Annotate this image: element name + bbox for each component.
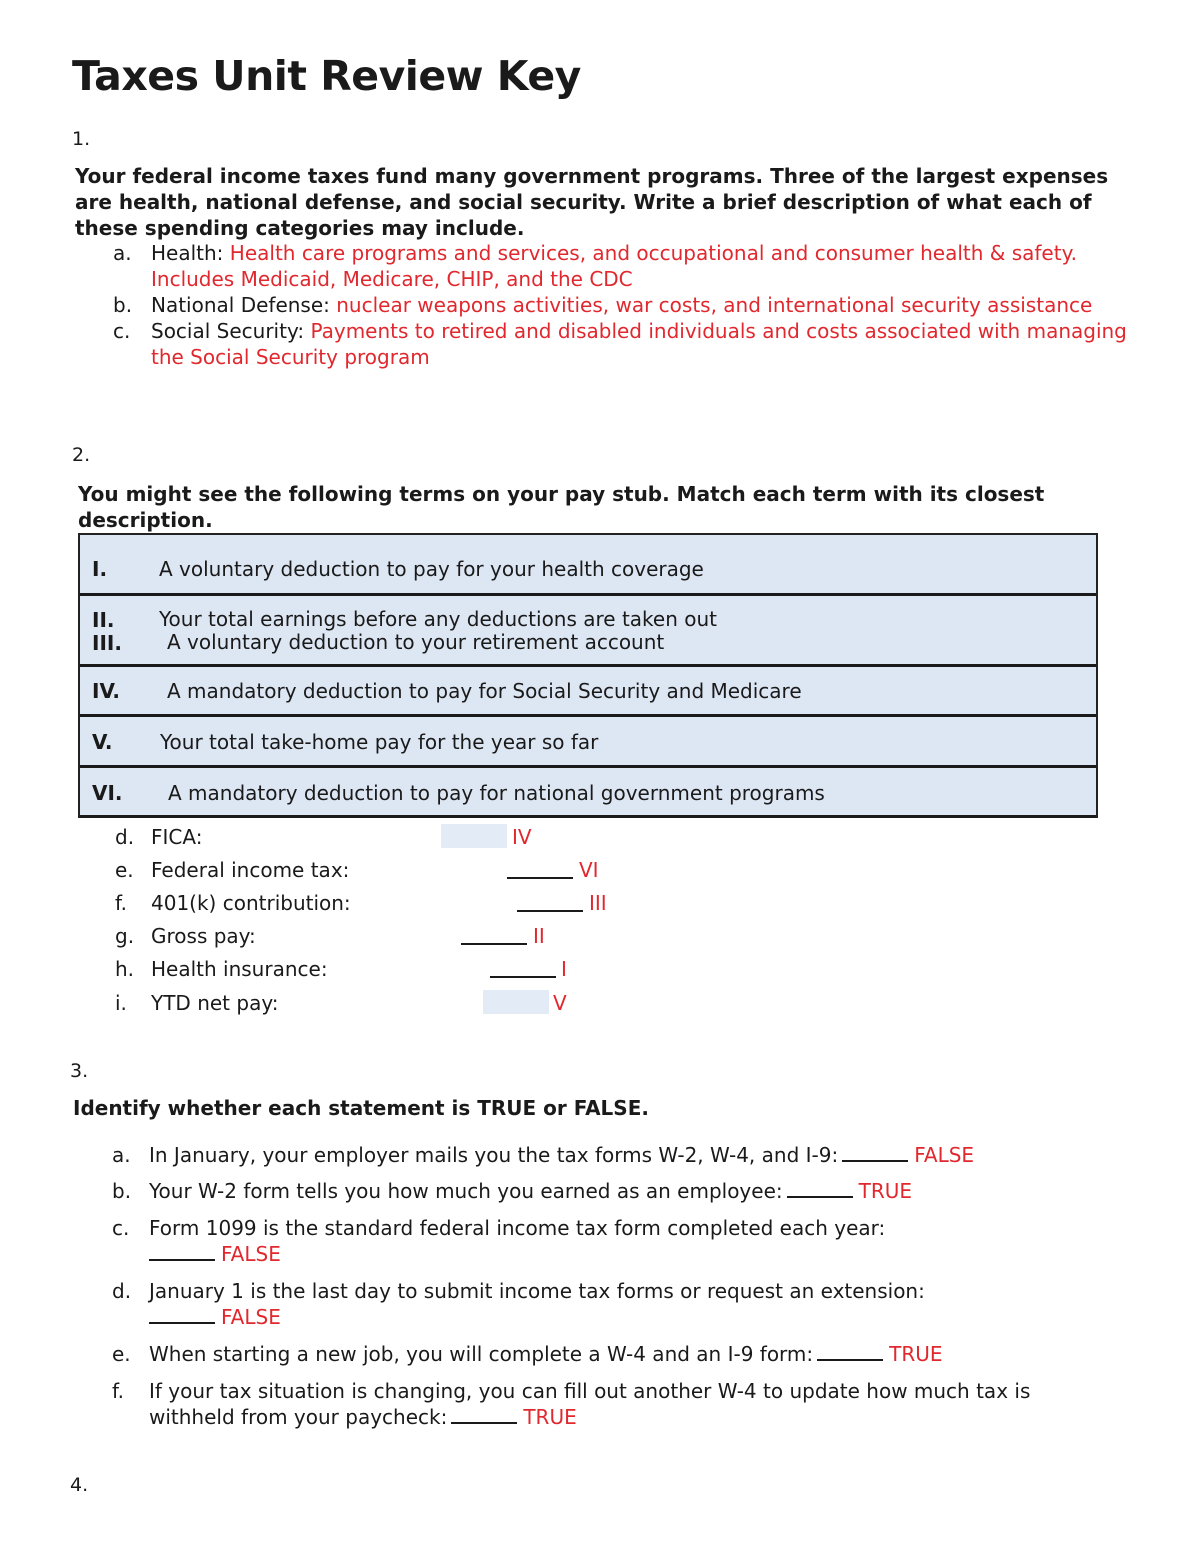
match-item-ytd-net-pay <box>115 990 715 1016</box>
match-item-health-insurance <box>115 956 715 982</box>
match-label: YTD net pay: <box>151 991 279 1015</box>
statement-text: In January, your employer mails you the tax forms W-2, W-4, and I-9: <box>149 1143 839 1167</box>
match-item-gross-pay <box>115 923 715 949</box>
answer-text: nuclear weapons activities, war costs, and international security assistance <box>336 293 1093 317</box>
item-label: Health: <box>151 241 224 265</box>
item-marker: c. <box>112 1216 130 1240</box>
item-marker: g. <box>115 924 135 948</box>
row-description: A voluntary deduction to pay for your health coverage <box>159 557 704 581</box>
item-marker: d. <box>115 825 135 849</box>
statement-f <box>112 1378 1092 1430</box>
answer-blank[interactable] <box>461 943 527 945</box>
match-answer: V <box>553 991 567 1015</box>
item-marker: f. <box>112 1379 124 1403</box>
answer-blank[interactable] <box>507 877 573 879</box>
match-label: Health insurance: <box>151 957 328 981</box>
answer-text: Payments to retired and disabled individuals and costs associated with managing the Social Security program <box>151 319 1127 369</box>
answer-text: TRUE <box>858 1179 913 1203</box>
match-answer: III <box>589 891 607 915</box>
item-marker: e. <box>112 1342 131 1366</box>
item-label: Social Security: <box>151 319 305 343</box>
match-answer: II <box>533 924 545 948</box>
row-description: Your total earnings before any deductions are taken out <box>159 607 718 631</box>
answer-blank[interactable] <box>817 1341 883 1361</box>
row-numeral: IV. <box>92 679 120 703</box>
statement-text: Form 1099 is the standard federal income tax form completed each year: <box>149 1216 886 1240</box>
table-row <box>80 768 1096 818</box>
statement-text: If your tax situation is changing, you can fill out another W-4 to update how much tax is withheld from your paycheck: <box>149 1379 1031 1429</box>
answer-text: Health care programs and services, and occupational and consumer health & safety. Includes Medicaid, Medicare, CHIP, and the CDC <box>151 241 1077 291</box>
answer-text: TRUE <box>523 1405 577 1429</box>
row-numeral: II. <box>92 608 115 632</box>
item-marker: d. <box>112 1279 132 1303</box>
row-description: A voluntary deduction to your retirement account <box>167 630 665 654</box>
item-marker: i. <box>115 991 127 1015</box>
item-marker: b. <box>113 293 133 317</box>
row-numeral: III. <box>92 631 122 655</box>
answer-blank[interactable] <box>441 824 507 848</box>
answer-blank[interactable] <box>517 910 583 912</box>
match-label: 401(k) contribution: <box>151 891 351 915</box>
answer-blank[interactable] <box>451 1404 517 1424</box>
row-numeral: I. <box>92 557 108 581</box>
match-answer: VI <box>579 858 599 882</box>
item-marker: h. <box>115 957 135 981</box>
question-3-number: 3. <box>70 1060 89 1082</box>
row-numeral: VI. <box>92 781 123 805</box>
item-marker: f. <box>115 891 127 915</box>
question-1-item-national-defense <box>75 292 1135 318</box>
question-1-item-health <box>75 240 1135 292</box>
answer-blank[interactable] <box>149 1304 215 1324</box>
item-marker: a. <box>113 241 132 265</box>
answer-blank[interactable] <box>842 1142 908 1162</box>
statement-text: January 1 is the last day to submit income tax forms or request an extension: <box>149 1279 925 1303</box>
answer-blank[interactable] <box>149 1241 215 1261</box>
answer-blank[interactable] <box>483 990 549 1014</box>
row-numeral: V. <box>92 730 113 754</box>
answer-blank[interactable] <box>787 1178 853 1198</box>
question-2-prompt: You might see the following terms on your pay stub. Match each term with its closest description. <box>78 482 1045 532</box>
item-marker: c. <box>113 319 131 343</box>
table-row <box>80 717 1096 768</box>
statement-text: When starting a new job, you will complete a W-4 and an I-9 form: <box>149 1342 814 1366</box>
match-label: Federal income tax: <box>151 858 350 882</box>
question-3-prompt: Identify whether each statement is TRUE or FALSE. <box>73 1096 649 1120</box>
question-1-number: 1. <box>72 128 91 150</box>
answer-blank[interactable] <box>490 976 556 978</box>
match-answer: IV <box>512 825 532 849</box>
question-1-item-social-security <box>75 318 1135 370</box>
match-item-fica <box>115 824 715 850</box>
question-4-number: 4. <box>70 1474 89 1496</box>
match-answer: I <box>561 957 567 981</box>
table-row <box>80 596 1096 667</box>
item-marker: e. <box>115 858 134 882</box>
item-label: National Defense: <box>151 293 330 317</box>
question-1-prompt: Your federal income taxes fund many government programs. Three of the largest expenses are health, national defense, and social security. Write a brief description of what each of these spending categories may include. <box>75 164 1109 240</box>
row-description: A mandatory deduction to pay for Social Security and Medicare <box>167 679 802 703</box>
question-1-list <box>75 240 1135 370</box>
item-marker: a. <box>112 1143 131 1167</box>
match-item-federal-income-tax <box>115 857 715 883</box>
row-description: Your total take-home pay for the year so far <box>160 730 599 754</box>
answer-text: FALSE <box>221 1305 281 1329</box>
table-row <box>80 535 1096 596</box>
row-description: A mandatory deduction to pay for national government programs <box>168 781 825 805</box>
match-label: Gross pay: <box>151 924 256 948</box>
item-marker: b. <box>112 1179 132 1203</box>
statement-text: Your W-2 form tells you how much you earned as an employee: <box>149 1179 783 1203</box>
match-label: FICA: <box>151 825 203 849</box>
answer-text: TRUE <box>889 1342 943 1366</box>
matching-table <box>78 533 1098 818</box>
page-title: Taxes Unit Review Key <box>72 52 581 100</box>
answer-text: FALSE <box>221 1242 281 1266</box>
table-row <box>80 667 1096 717</box>
answer-text: FALSE <box>914 1143 975 1167</box>
match-item-401k-contribution <box>115 890 715 916</box>
question-2-number: 2. <box>72 444 91 466</box>
